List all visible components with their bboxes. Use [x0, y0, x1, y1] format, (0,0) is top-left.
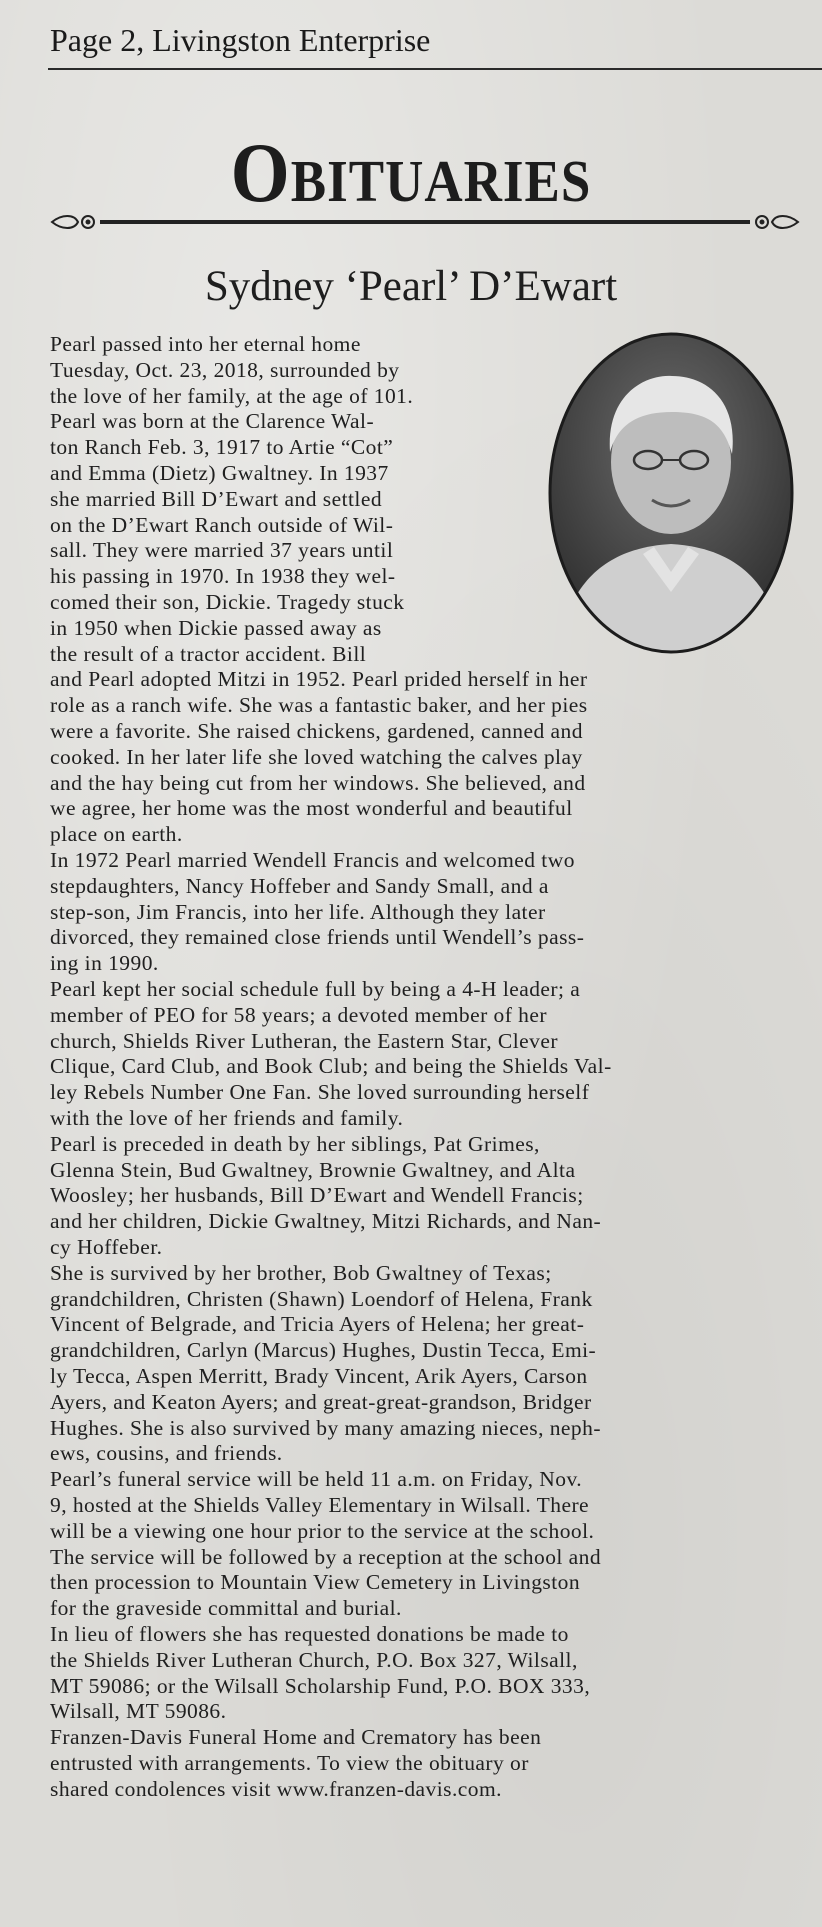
body-line: the Shields River Lutheran Church, P.O. Box 327, Wilsall,: [50, 1647, 578, 1672]
body-line: the love of her family, at the age of 101.: [50, 383, 414, 408]
body-line: entrusted with arrangements. To view the obituary or: [50, 1751, 529, 1775]
body-line: Franzen-Davis Funeral Home and Crematory has been: [50, 1725, 542, 1750]
body-line: sall. They were married 37 years until: [50, 538, 394, 563]
body-line: were a favorite. She raised chickens, gardened, canned and: [50, 719, 583, 743]
body-line: ing in 1990.: [50, 951, 159, 976]
body-line: ley Rebels Number One Fan. She loved surrounding herself: [50, 1080, 590, 1105]
body-line: the result of a tractor accident. Bill: [50, 641, 367, 666]
body-line: In 1972 Pearl married Wendell Francis and welcomed two: [50, 848, 575, 872]
body-line: Wilsall, MT 59086.: [50, 1699, 227, 1724]
ornamental-rule: [48, 210, 802, 234]
body-line: will be a viewing one hour prior to the service at the school.: [50, 1518, 595, 1543]
body-line: Pearl kept her social schedule full by being a 4-H leader; a: [50, 977, 581, 1001]
body-line: comed their son, Dickie. Tragedy stuck: [50, 590, 405, 614]
body-line: we agree, her home was the most wonderful and beautiful: [50, 796, 573, 821]
section-title-text: Obituaries: [230, 126, 592, 221]
body-line: Vincent of Belgrade, and Tricia Ayers of Helena; her great-: [50, 1312, 585, 1337]
body-line: grandchildren, Christen (Shawn) Loendorf of Helena, Frank: [50, 1286, 593, 1311]
body-line: In lieu of flowers she has requested donations be made to: [50, 1622, 569, 1646]
body-line: and her children, Dickie Gwaltney, Mitzi Richards, and Nan-: [50, 1209, 602, 1234]
section-title: [0, 125, 822, 222]
body-line: then procession to Mountain View Cemetery in Livingston: [50, 1570, 581, 1595]
body-line: his passing in 1970. In 1938 they wel-: [50, 564, 396, 589]
body-line: step-son, Jim Francis, into her life. Although they later: [50, 899, 546, 924]
body-line: Pearl’s funeral service will be held 11 a.m. on Friday, Nov.: [50, 1467, 583, 1492]
body-line: place on earth.: [50, 822, 183, 847]
body-line: Clique, Card Club, and Book Club; and being the Shields Val-: [50, 1054, 612, 1079]
body-line: cy Hoffeber.: [50, 1235, 163, 1259]
body-line: for the graveside committal and burial.: [50, 1596, 402, 1621]
body-line: grandchildren, Carlyn (Marcus) Hughes, Dustin Tecca, Emi-: [50, 1338, 597, 1363]
body-line: Pearl was born at the Clarence Wal-: [50, 409, 375, 434]
body-line: in 1950 when Dickie passed away as: [50, 615, 382, 640]
body-line: Hughes. She is also survived by many amazing nieces, neph-: [50, 1415, 601, 1440]
body-line: ton Ranch Feb. 3, 1917 to Artie “Cot”: [50, 435, 394, 460]
body-line: and Pearl adopted Mitzi in 1952. Pearl prided herself in her: [50, 667, 588, 692]
body-line: stepdaughters, Nancy Hoffeber and Sandy Small, and a: [50, 873, 549, 898]
body-line: role as a ranch wife. She was a fantastic baker, and her pies: [50, 693, 588, 718]
body-line: ly Tecca, Aspen Merritt, Brady Vincent, Arik Ayers, Carson: [50, 1364, 588, 1388]
body-line: Tuesday, Oct. 23, 2018, surrounded by: [50, 357, 400, 382]
body-line: and the hay being cut from her windows. She believed, and: [50, 770, 586, 795]
body-line: ews, cousins, and friends.: [50, 1441, 283, 1466]
body-line: on the D’Ewart Ranch outside of Wil-: [50, 512, 394, 537]
portrait-photo: [548, 332, 794, 654]
body-line: she married Bill D’Ewart and settled: [50, 486, 383, 511]
body-line: Ayers, and Keaton Ayers; and great-great-grandson, Bridger: [50, 1389, 592, 1414]
folio-rule: [48, 68, 822, 70]
body-line: MT 59086; or the Wilsall Scholarship Fund, P.O. BOX 333,: [50, 1673, 591, 1698]
body-line: cooked. In her later life she loved watching the calves play: [50, 744, 583, 769]
body-line: She is survived by her brother, Bob Gwaltney of Texas;: [50, 1260, 552, 1285]
body-line: shared condolences visit www.franzen-davis.com.: [50, 1776, 503, 1801]
body-line: and Emma (Dietz) Gwaltney. In 1937: [50, 461, 389, 485]
body-line: Pearl passed into her eternal home: [50, 332, 361, 356]
body-line: member of PEO for 58 years; a devoted member of her: [50, 1002, 547, 1027]
body-line: Woosley; her husbands, Bill D’Ewart and Wendell Francis;: [50, 1183, 584, 1208]
page-folio: Page 2, Livingston Enterprise: [50, 22, 431, 58]
body-line: with the love of her friends and family.: [50, 1106, 404, 1130]
body-line: Glenna Stein, Bud Gwaltney, Brownie Gwaltney, and Alta: [50, 1157, 576, 1182]
body-line: 9, hosted at the Shields Valley Elementary in Wilsall. There: [50, 1493, 590, 1517]
body-line: divorced, they remained close friends until Wendell’s pass-: [50, 925, 585, 950]
body-line: Pearl is preceded in death by her siblings, Pat Grimes,: [50, 1131, 540, 1156]
body-line: The service will be followed by a reception at the school and: [50, 1544, 602, 1569]
body-line: church, Shields River Lutheran, the Eastern Star, Clever: [50, 1028, 558, 1053]
obituary-headline: Sydney ‘Pearl’ D’Ewart: [204, 263, 618, 310]
